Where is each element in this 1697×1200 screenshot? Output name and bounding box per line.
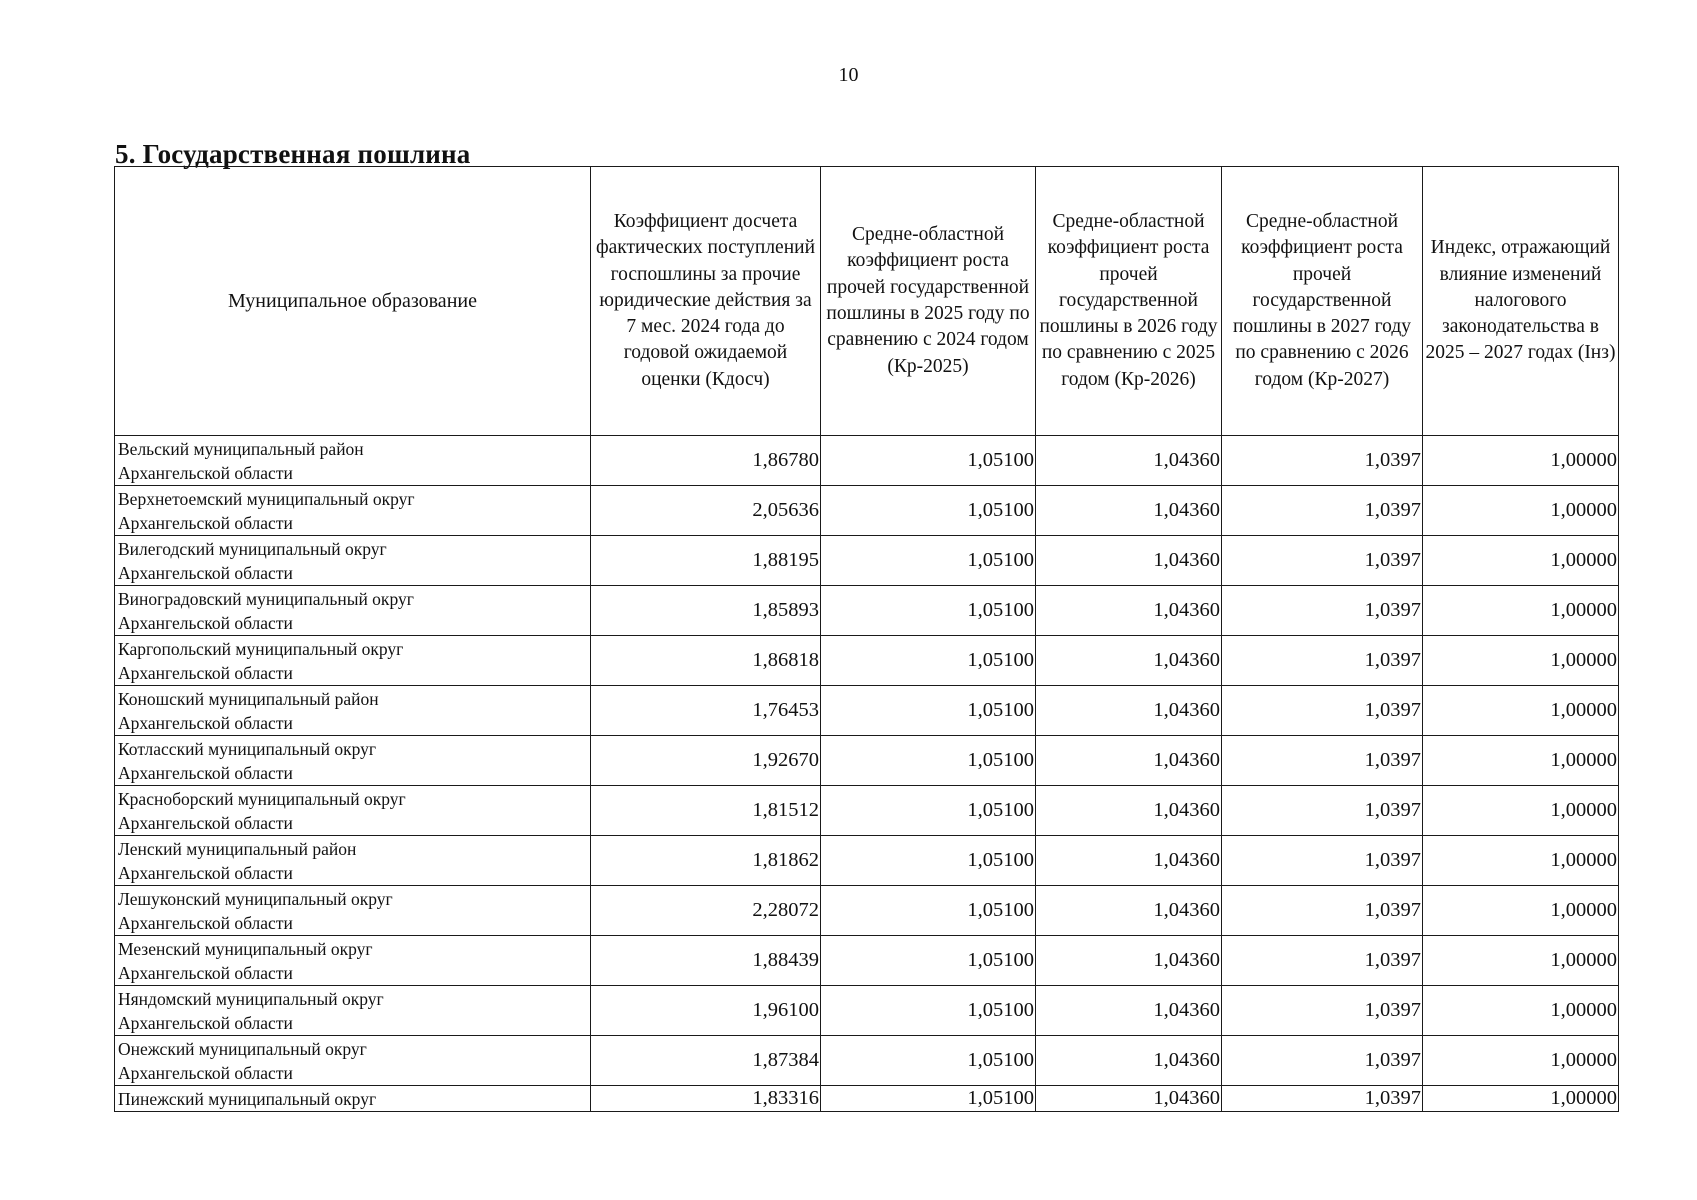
- value-cell-inz: 1,00000: [1423, 736, 1619, 786]
- value-cell-kr-2026: 1,04360: [1036, 586, 1222, 636]
- municipality-name: Пинежский муниципальный округ: [118, 1089, 377, 1109]
- municipality-region: Архангельской области: [118, 813, 293, 833]
- value-cell-kr-2027: 1,0397: [1222, 636, 1423, 686]
- header-kr-2025: Средне-областной коэффициент роста прочей государственной пошлины в 2025 году по сравнению с 2024 годом (Кр-2025): [821, 167, 1036, 436]
- value-cell-kr-2026: 1,04360: [1036, 886, 1222, 936]
- header-kr-2026: Средне-областной коэффициент роста прочей государственной пошлины в 2026 году по сравнению с 2025 годом (Кр-2026): [1036, 167, 1222, 436]
- municipality-cell: [115, 986, 591, 1036]
- table-row: [115, 486, 1619, 536]
- value-cell-inz: 1,00000: [1423, 836, 1619, 886]
- table-row: [115, 586, 1619, 636]
- value-cell-kr-2027: 1,0397: [1222, 1036, 1423, 1086]
- municipality-name: Виноградовский муниципальный округ: [118, 589, 414, 609]
- value-cell-kr-2026: 1,04360: [1036, 1036, 1222, 1086]
- value-cell-kdosch: 1,81512: [591, 786, 821, 836]
- value-cell-kdosch: 2,05636: [591, 486, 821, 536]
- header-kdosch: Коэффициент досчета фактических поступлений госпошлины за прочие юридические действия за 7 мес. 2024 года до годовой ожидаемой оценки (Кдосч): [591, 167, 821, 436]
- header-row: [115, 167, 1619, 436]
- value-cell-inz: 1,00000: [1423, 436, 1619, 486]
- value-cell-kr-2025: 1,05100: [821, 936, 1036, 986]
- municipality-region: Архангельской области: [118, 663, 293, 683]
- municipality-name: Вельский муниципальный район: [118, 439, 364, 459]
- value-cell-kr-2027: 1,0397: [1222, 886, 1423, 936]
- municipality-cell: [115, 536, 591, 586]
- table-row: [115, 1086, 1619, 1112]
- value-cell-kr-2025: 1,05100: [821, 686, 1036, 736]
- value-cell-kr-2027: 1,0397: [1222, 1086, 1423, 1112]
- value-cell-kr-2026: 1,04360: [1036, 1086, 1222, 1112]
- value-cell-kr-2027: 1,0397: [1222, 486, 1423, 536]
- value-cell-kr-2026: 1,04360: [1036, 686, 1222, 736]
- table-body: [115, 436, 1619, 1112]
- table-row: [115, 1036, 1619, 1086]
- value-cell-kr-2027: 1,0397: [1222, 586, 1423, 636]
- page-number: 10: [838, 64, 859, 86]
- value-cell-kdosch: 1,92670: [591, 736, 821, 786]
- value-cell-kdosch: 1,88195: [591, 536, 821, 586]
- table-row: [115, 986, 1619, 1036]
- value-cell-inz: 1,00000: [1423, 786, 1619, 836]
- value-cell-kr-2026: 1,04360: [1036, 786, 1222, 836]
- value-cell-inz: 1,00000: [1423, 1036, 1619, 1086]
- municipality-region: Архангельской области: [118, 513, 293, 533]
- value-cell-inz: 1,00000: [1423, 486, 1619, 536]
- municipality-region: Архангельской области: [118, 1013, 293, 1033]
- municipality-cell: [115, 686, 591, 736]
- value-cell-kr-2027: 1,0397: [1222, 936, 1423, 986]
- value-cell-inz: 1,00000: [1423, 886, 1619, 936]
- value-cell-kr-2025: 1,05100: [821, 786, 1036, 836]
- municipality-region: Архангельской области: [118, 713, 293, 733]
- table-row: [115, 736, 1619, 786]
- value-cell-kr-2027: 1,0397: [1222, 436, 1423, 486]
- value-cell-kr-2025: 1,05100: [821, 636, 1036, 686]
- value-cell-kdosch: 1,88439: [591, 936, 821, 986]
- value-cell-kdosch: 1,85893: [591, 586, 821, 636]
- municipality-cell: [115, 486, 591, 536]
- value-cell-kr-2025: 1,05100: [821, 586, 1036, 636]
- municipality-name: Вилегодский муниципальный округ: [118, 539, 387, 559]
- municipality-cell: [115, 436, 591, 486]
- municipality-name: Красноборский муниципальный округ: [118, 789, 406, 809]
- value-cell-kr-2027: 1,0397: [1222, 786, 1423, 836]
- value-cell-kdosch: 1,87384: [591, 1036, 821, 1086]
- municipality-name: Котласский муниципальный округ: [118, 739, 377, 759]
- value-cell-inz: 1,00000: [1423, 536, 1619, 586]
- municipality-cell: [115, 636, 591, 686]
- value-cell-kr-2025: 1,05100: [821, 486, 1036, 536]
- municipality-cell: [115, 1086, 591, 1112]
- municipality-name: Лешуконский муниципальный округ: [118, 889, 393, 909]
- municipality-cell: [115, 836, 591, 886]
- municipality-region: Архангельской области: [118, 913, 293, 933]
- value-cell-kr-2025: 1,05100: [821, 886, 1036, 936]
- coefficients-table: [114, 166, 1619, 1112]
- municipality-region: Архангельской области: [118, 763, 293, 783]
- value-cell-kr-2025: 1,05100: [821, 436, 1036, 486]
- value-cell-kdosch: 1,96100: [591, 986, 821, 1036]
- municipality-name: Няндомский муниципальный округ: [118, 989, 384, 1009]
- municipality-cell: [115, 936, 591, 986]
- value-cell-kr-2027: 1,0397: [1222, 986, 1423, 1036]
- value-cell-kr-2026: 1,04360: [1036, 936, 1222, 986]
- value-cell-inz: 1,00000: [1423, 586, 1619, 636]
- value-cell-kr-2026: 1,04360: [1036, 636, 1222, 686]
- value-cell-kdosch: 1,76453: [591, 686, 821, 736]
- value-cell-kr-2027: 1,0397: [1222, 836, 1423, 886]
- value-cell-kr-2027: 1,0397: [1222, 736, 1423, 786]
- municipality-region: Архангельской области: [118, 613, 293, 633]
- table-row: [115, 886, 1619, 936]
- value-cell-kr-2025: 1,05100: [821, 1086, 1036, 1112]
- header-kr-2027: Средне-областной коэффициент роста прочей государственной пошлины в 2027 году по сравнению с 2026 годом (Кр-2027): [1222, 167, 1423, 436]
- section-title: 5. Государственная пошлина: [115, 139, 471, 169]
- table-row: [115, 786, 1619, 836]
- table-header: [115, 167, 1619, 436]
- value-cell-kr-2025: 1,05100: [821, 986, 1036, 1036]
- municipality-cell: [115, 886, 591, 936]
- value-cell-kr-2025: 1,05100: [821, 536, 1036, 586]
- value-cell-kr-2026: 1,04360: [1036, 836, 1222, 886]
- value-cell-kr-2025: 1,05100: [821, 1036, 1036, 1086]
- value-cell-kdosch: 1,86818: [591, 636, 821, 686]
- value-cell-kr-2026: 1,04360: [1036, 536, 1222, 586]
- value-cell-kr-2026: 1,04360: [1036, 986, 1222, 1036]
- municipality-name: Ленский муниципальный район: [118, 839, 357, 859]
- value-cell-inz: 1,00000: [1423, 686, 1619, 736]
- municipality-region: Архангельской области: [118, 1063, 293, 1083]
- table-container: [114, 166, 1619, 1112]
- table-row: [115, 686, 1619, 736]
- table-row: [115, 536, 1619, 586]
- value-cell-kdosch: 1,86780: [591, 436, 821, 486]
- table-row: [115, 836, 1619, 886]
- value-cell-inz: 1,00000: [1423, 636, 1619, 686]
- value-cell-kr-2025: 1,05100: [821, 736, 1036, 786]
- table-row: [115, 636, 1619, 686]
- municipality-cell: [115, 786, 591, 836]
- municipality-region: Архангельской области: [118, 963, 293, 983]
- municipality-region: Архангельской области: [118, 463, 293, 483]
- value-cell-kr-2026: 1,04360: [1036, 436, 1222, 486]
- municipality-cell: [115, 586, 591, 636]
- municipality-name: Мезенский муниципальный округ: [118, 939, 373, 959]
- value-cell-inz: 1,00000: [1423, 1086, 1619, 1112]
- value-cell-kr-2027: 1,0397: [1222, 536, 1423, 586]
- value-cell-kr-2026: 1,04360: [1036, 736, 1222, 786]
- value-cell-inz: 1,00000: [1423, 936, 1619, 986]
- value-cell-kr-2025: 1,05100: [821, 836, 1036, 886]
- value-cell-inz: 1,00000: [1423, 986, 1619, 1036]
- municipality-cell: [115, 1036, 591, 1086]
- municipality-cell: [115, 736, 591, 786]
- value-cell-kdosch: 2,28072: [591, 886, 821, 936]
- value-cell-kr-2027: 1,0397: [1222, 686, 1423, 736]
- municipality-name: Верхнетоемский муниципальный округ: [118, 489, 415, 509]
- value-cell-kdosch: 1,83316: [591, 1086, 821, 1112]
- municipality-name: Каргопольский муниципальный округ: [118, 639, 404, 659]
- municipality-region: Архангельской области: [118, 863, 293, 883]
- header-municipality: Муниципальное образование: [115, 167, 591, 436]
- table-row: [115, 436, 1619, 486]
- value-cell-kr-2026: 1,04360: [1036, 486, 1222, 536]
- municipality-name: Онежский муниципальный округ: [118, 1039, 367, 1059]
- municipality-region: Архангельской области: [118, 563, 293, 583]
- header-inz: Индекс, отражающий влияние изменений налогового законодательства в 2025 – 2027 годах (Iнз): [1423, 167, 1619, 436]
- municipality-name: Коношский муниципальный район: [118, 689, 379, 709]
- value-cell-kdosch: 1,81862: [591, 836, 821, 886]
- table-row: [115, 936, 1619, 986]
